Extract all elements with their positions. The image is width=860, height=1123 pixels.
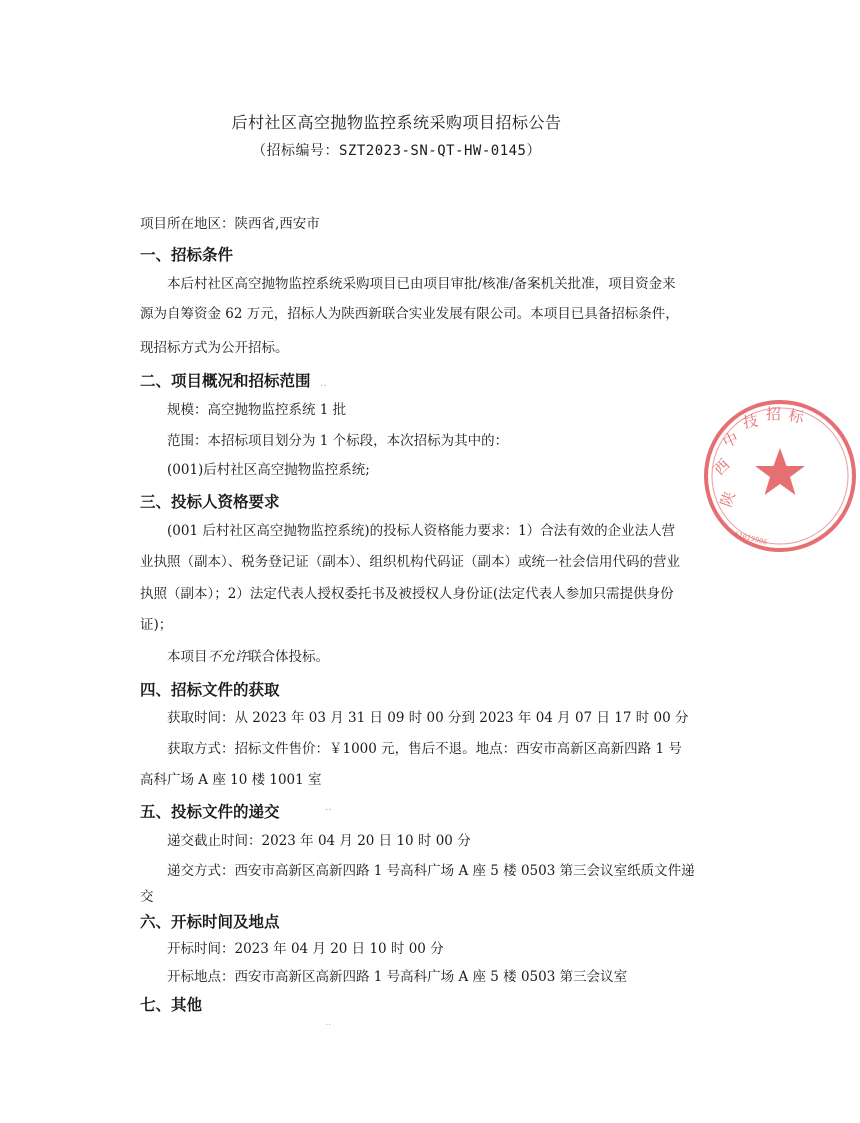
section-3-heading: 三、投标人资格要求 (140, 493, 280, 511)
section-3-para-line-4: 证)； (140, 617, 173, 633)
section-5-method-line-1: 递交方式：西安市高新区高新四路 1 号高科广场 A 座 5 楼 0503 第三会议室纸质文件递 (167, 863, 695, 879)
svg-text:招: 招 (766, 405, 782, 423)
section-1-para-line-1: 本后村社区高空抛物监控系统采购项目已由项目审批/核准/备案机关批准，项目资金来 (167, 276, 676, 292)
section-5-deadline: 递交截止时间：2023 年 04 月 20 日 10 时 00 分 (167, 833, 471, 849)
svg-text:中: 中 (720, 428, 742, 452)
section-2-heading: 二、项目概况和招标范围 (140, 372, 311, 390)
section-1-heading: 一、招标条件 (140, 246, 234, 264)
section-4-time: 获取时间：从 2023 年 03 月 31 日 09 时 00 分到 2023 年 04 月 07 日 17 时 00 分 (167, 710, 689, 726)
section-6-heading: 六、开标时间及地点 (140, 913, 280, 931)
consortium-suffix: 联合体投标。 (248, 649, 329, 665)
section-3-para-line-3: 执照（副本）；2）法定代表人授权委托书及被授权人身份证(法定代表人参加只需提供身份 (140, 586, 674, 602)
scan-speck: ·· (325, 805, 332, 816)
scan-speck: ·· (325, 1020, 332, 1031)
section-7-heading: 七、其他 (140, 996, 203, 1014)
svg-text:61019906: 61019906 (733, 530, 769, 547)
section-1-para-line-3: 现招标方式为公开招标。 (140, 340, 289, 356)
section-6-place: 开标地点：西安市高新区高新四路 1 号高科广场 A 座 5 楼 0503 第三会议室 (167, 969, 628, 985)
section-4-method-line-1: 获取方式：招标文件售价：￥1000 元，售后不退。地点：西安市高新区高新四路 1 号 (167, 741, 682, 757)
section-5-method-line-2: 交 (140, 889, 154, 905)
section-5-heading: 五、投标文件的递交 (140, 803, 280, 821)
document-title: 后村社区高空抛物监控系统采购项目招标公告 (231, 113, 562, 132)
project-location: 项目所在地区：陕西省,西安市 (140, 216, 320, 232)
section-4-heading: 四、招标文件的获取 (140, 681, 280, 699)
section-2-range: 范围：本招标项目划分为 1 个标段，本次招标为其中的： (167, 433, 509, 449)
section-2-scale: 规模：高空抛物监控系统 1 批 (167, 402, 347, 418)
section-3-para-line-2: 业执照（副本）、税务登记证（副本）、组织机构代码证（副本）或统一社会信用代码的营业 (140, 554, 680, 570)
consortium-prefix: 本项目 (167, 649, 208, 665)
section-1-para-line-2: 源为自筹资金 62 万元，招标人为陕西新联合实业发展有限公司。本项目已具备招标条件， (140, 306, 679, 322)
company-seal (700, 396, 860, 556)
svg-text:西: 西 (710, 455, 734, 479)
seal-star-icon (755, 448, 805, 495)
svg-text:标: 标 (787, 406, 806, 427)
section-6-time: 开标时间：2023 年 04 月 20 日 10 时 00 分 (167, 941, 444, 957)
consortium-italic: 不允许 (207, 649, 248, 665)
section-2-lot: (001)后村社区高空抛物监控系统; (167, 462, 370, 478)
section-3-para-line-1: (001 后村社区高空抛物监控系统)的投标人资格能力要求：1）合法有效的企业法人营 (167, 523, 676, 539)
svg-text:陕: 陕 (716, 489, 739, 510)
tender-code: （招标编号：SZT2023-SN-QT-HW-0145） (251, 143, 541, 159)
svg-text:技: 技 (741, 411, 760, 432)
consortium-note (167, 648, 717, 666)
section-4-method-line-2: 高科广场 A 座 10 楼 1001 室 (140, 772, 322, 788)
scan-speck: ‥ (320, 378, 327, 389)
